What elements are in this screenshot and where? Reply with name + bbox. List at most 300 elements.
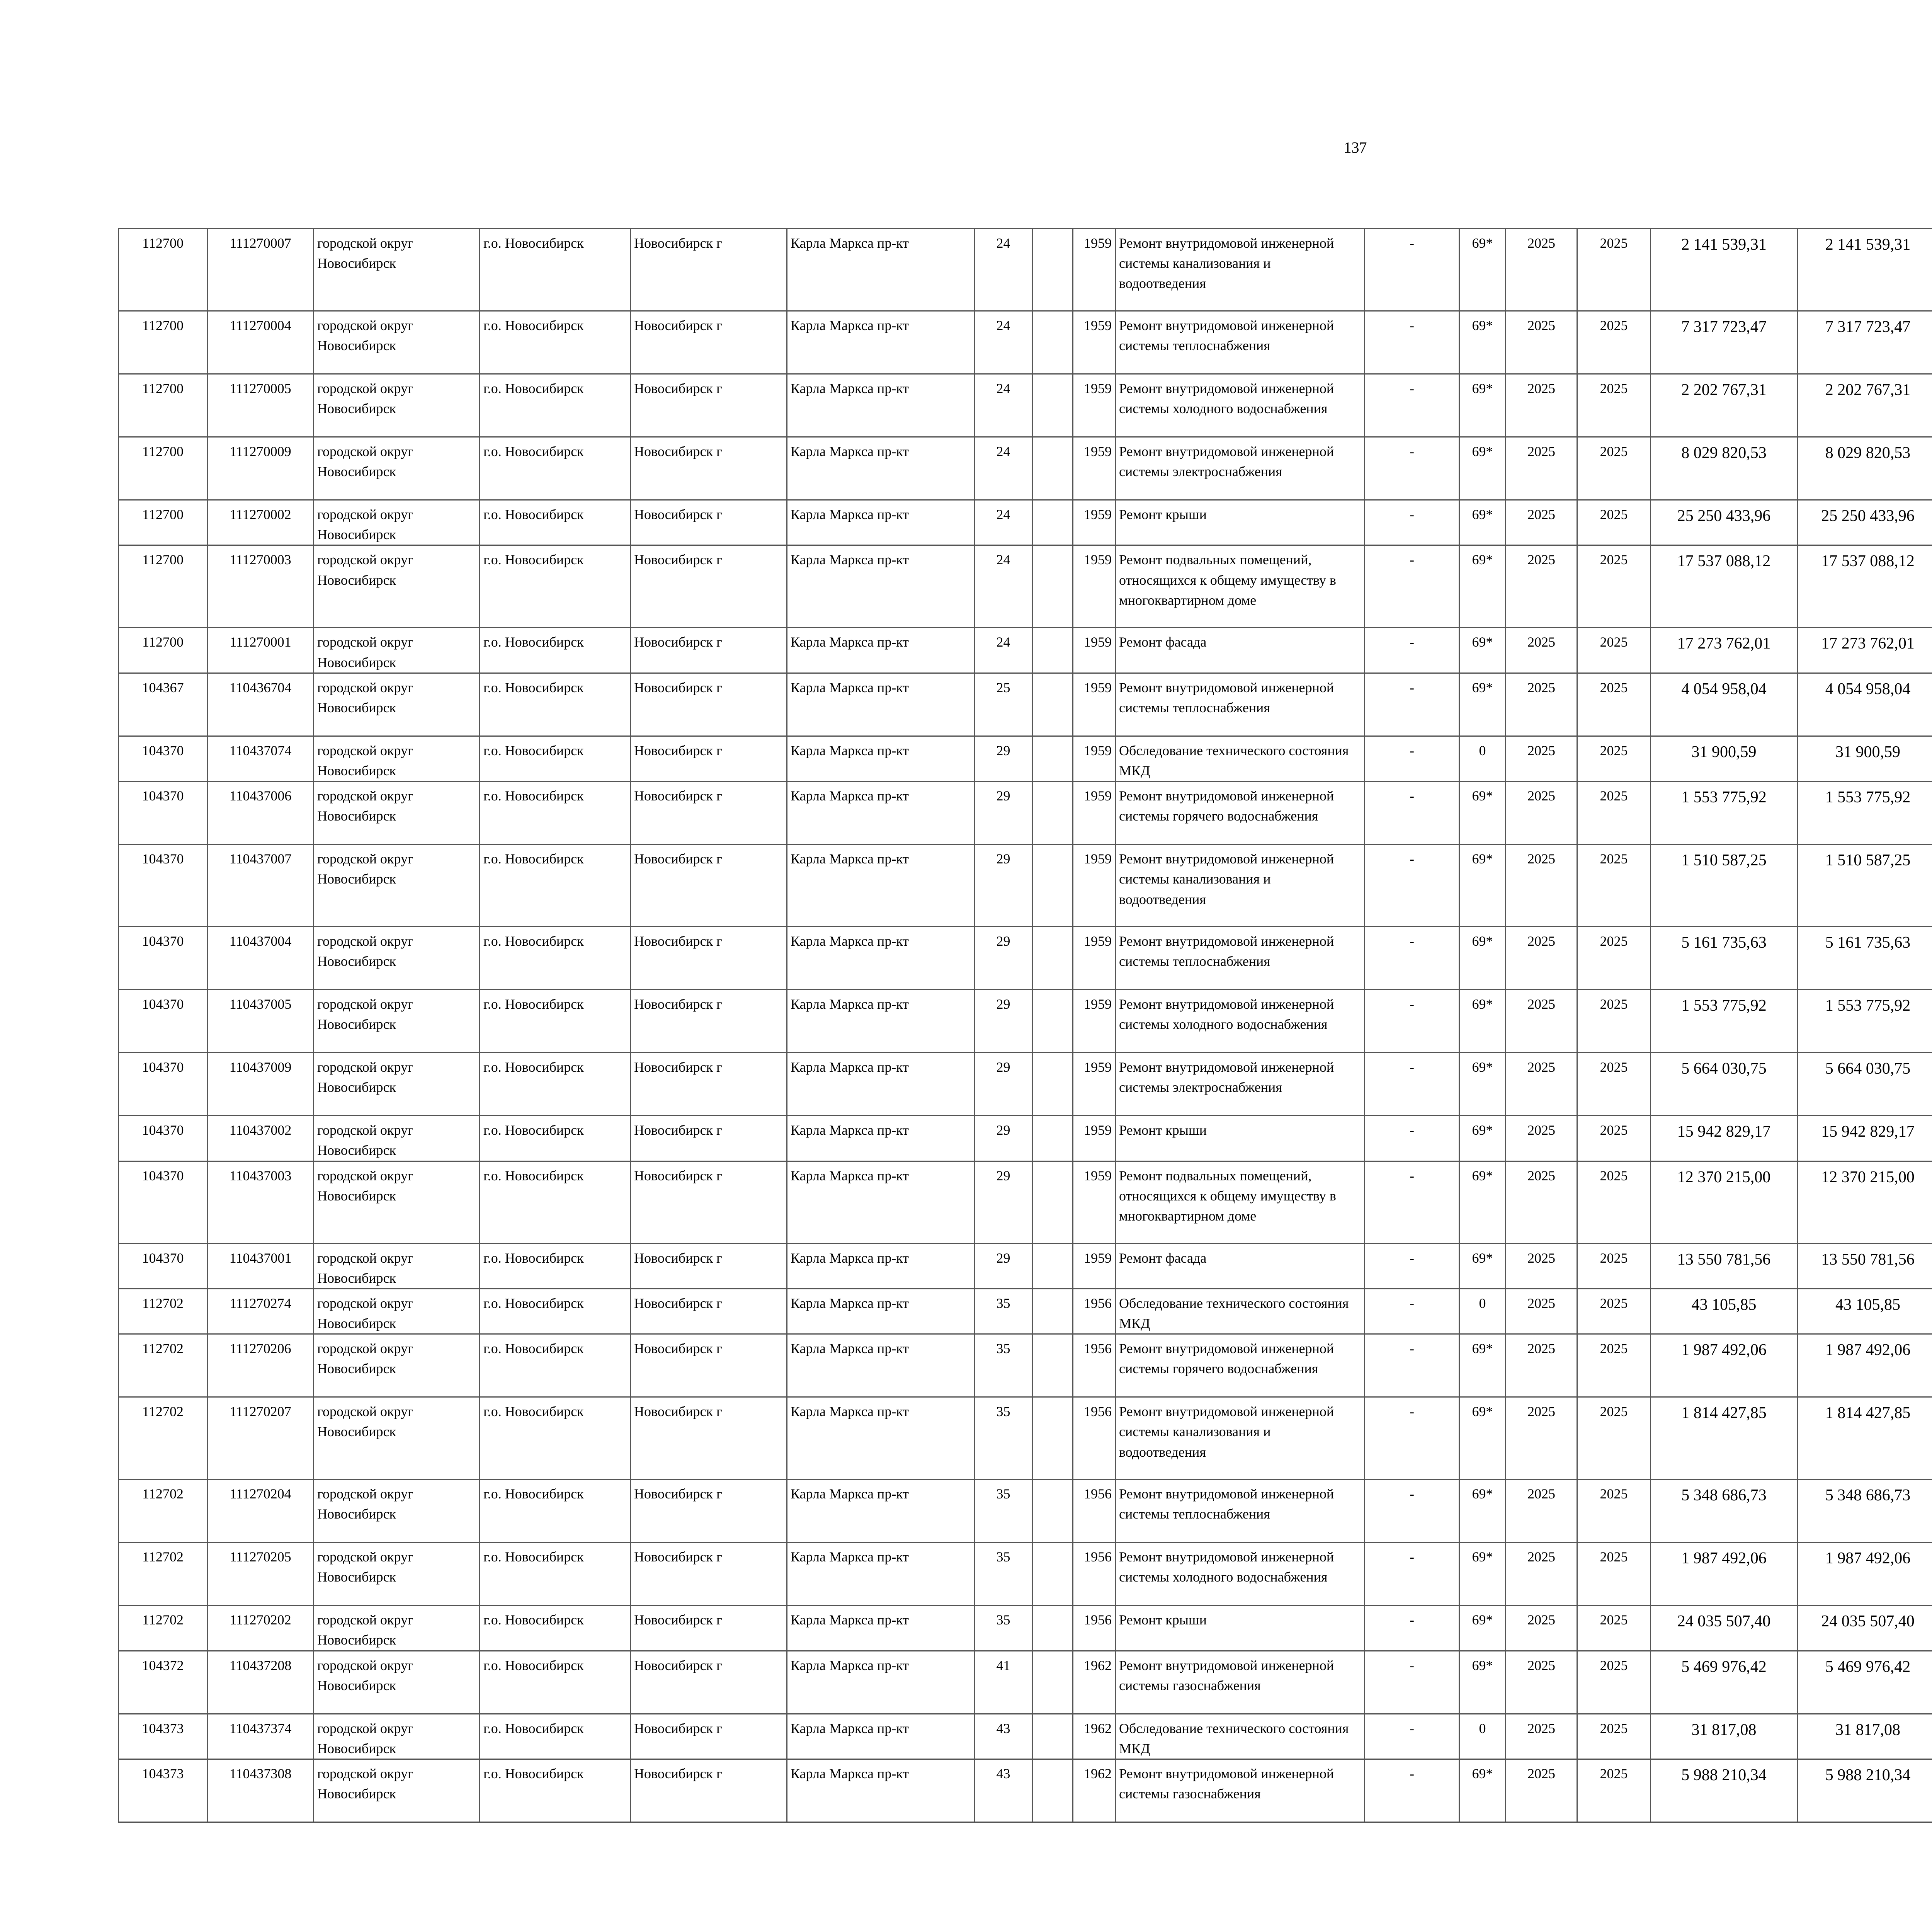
id-cell: 110437007 [207, 844, 314, 927]
house-cell: 24 [975, 229, 1032, 311]
district-cell: г.о. Новосибирск [480, 1116, 631, 1161]
fund-cost-cell: 1 510 587,25 [1798, 844, 1932, 927]
code2-cell: 69* [1459, 1605, 1506, 1651]
code2-cell: 69* [1459, 927, 1506, 990]
year-cell: 1956 [1073, 1605, 1116, 1651]
table-row [119, 545, 1932, 628]
year-start-cell: 2025 [1506, 500, 1577, 545]
building-cell [1032, 1289, 1073, 1334]
municipality-cell: городской округ Новосибирск [314, 1053, 480, 1116]
house-cell: 43 [975, 1714, 1032, 1759]
house-cell: 29 [975, 927, 1032, 990]
locality-cell: Новосибирск г [631, 1289, 787, 1334]
total-cost-cell: 13 550 781,56 [1651, 1243, 1798, 1289]
total-cost-cell: 8 029 820,53 [1651, 437, 1798, 500]
building-cell [1032, 1479, 1073, 1542]
street-cell: Карла Маркса пр-кт [787, 628, 975, 673]
dash-cell: - [1365, 736, 1459, 781]
year-cell: 1959 [1073, 673, 1116, 736]
year-end-cell: 2025 [1577, 990, 1651, 1053]
code-cell: 104370 [119, 927, 207, 990]
house-cell: 24 [975, 500, 1032, 545]
dash-cell: - [1365, 1479, 1459, 1542]
street-cell: Карла Маркса пр-кт [787, 1161, 975, 1243]
total-cost-cell: 15 942 829,17 [1651, 1116, 1798, 1161]
fund-cost-cell: 25 250 433,96 [1798, 500, 1932, 545]
code-cell: 112700 [119, 628, 207, 673]
code2-cell: 69* [1459, 673, 1506, 736]
house-cell: 35 [975, 1334, 1032, 1397]
dash-cell: - [1365, 1116, 1459, 1161]
locality-cell: Новосибирск г [631, 1397, 787, 1479]
code-cell: 112702 [119, 1479, 207, 1542]
building-cell [1032, 628, 1073, 673]
year-cell: 1959 [1073, 736, 1116, 781]
year-start-cell: 2025 [1506, 1161, 1577, 1243]
fund-cost-cell: 2 202 767,31 [1798, 374, 1932, 437]
code2-cell: 69* [1459, 990, 1506, 1053]
year-start-cell: 2025 [1506, 1289, 1577, 1334]
district-cell: г.о. Новосибирск [480, 1289, 631, 1334]
year-start-cell: 2025 [1506, 229, 1577, 311]
table-row [119, 1397, 1932, 1479]
total-cost-cell: 1 814 427,85 [1651, 1397, 1798, 1479]
building-cell [1032, 673, 1073, 736]
id-cell: 111270205 [207, 1542, 314, 1605]
work-type-cell: Ремонт внутридомовой инженерной системы канализования и водоотведения [1116, 229, 1365, 311]
locality-cell: Новосибирск г [631, 927, 787, 990]
street-cell: Карла Маркса пр-кт [787, 437, 975, 500]
year-end-cell: 2025 [1577, 1243, 1651, 1289]
street-cell: Карла Маркса пр-кт [787, 1334, 975, 1397]
id-cell: 110437005 [207, 990, 314, 1053]
street-cell: Карла Маркса пр-кт [787, 1053, 975, 1116]
id-cell: 110437308 [207, 1759, 314, 1822]
code-cell: 112702 [119, 1605, 207, 1651]
municipality-cell: городской округ Новосибирск [314, 1289, 480, 1334]
total-cost-cell: 25 250 433,96 [1651, 500, 1798, 545]
total-cost-cell: 2 141 539,31 [1651, 229, 1798, 311]
code2-cell: 69* [1459, 1759, 1506, 1822]
work-type-cell: Ремонт внутридомовой инженерной системы канализования и водоотведения [1116, 844, 1365, 927]
table-row [119, 1243, 1932, 1289]
code-cell: 112700 [119, 311, 207, 374]
municipality-cell: городской округ Новосибирск [314, 628, 480, 673]
year-cell: 1962 [1073, 1759, 1116, 1822]
table-row [119, 1651, 1932, 1714]
fund-cost-cell: 8 029 820,53 [1798, 437, 1932, 500]
street-cell: Карла Маркса пр-кт [787, 1605, 975, 1651]
street-cell: Карла Маркса пр-кт [787, 311, 975, 374]
municipality-cell: городской округ Новосибирск [314, 927, 480, 990]
table-body [119, 229, 1932, 1822]
year-start-cell: 2025 [1506, 1651, 1577, 1714]
dash-cell: - [1365, 1542, 1459, 1605]
dash-cell: - [1365, 545, 1459, 628]
house-cell: 29 [975, 1053, 1032, 1116]
code2-cell: 69* [1459, 1479, 1506, 1542]
house-cell: 35 [975, 1479, 1032, 1542]
total-cost-cell: 5 469 976,42 [1651, 1651, 1798, 1714]
year-cell: 1962 [1073, 1651, 1116, 1714]
code2-cell: 69* [1459, 1243, 1506, 1289]
code-cell: 112700 [119, 437, 207, 500]
building-cell [1032, 736, 1073, 781]
municipality-cell: городской округ Новосибирск [314, 1397, 480, 1479]
year-start-cell: 2025 [1506, 1397, 1577, 1479]
house-cell: 24 [975, 545, 1032, 628]
table-row [119, 1542, 1932, 1605]
code2-cell: 0 [1459, 1289, 1506, 1334]
year-cell: 1956 [1073, 1289, 1116, 1334]
id-cell: 110437009 [207, 1053, 314, 1116]
year-cell: 1959 [1073, 990, 1116, 1053]
locality-cell: Новосибирск г [631, 673, 787, 736]
id-cell: 111270002 [207, 500, 314, 545]
work-type-cell: Ремонт внутридомовой инженерной системы канализования и водоотведения [1116, 1397, 1365, 1479]
work-type-cell: Ремонт внутридомовой инженерной системы холодного водоснабжения [1116, 990, 1365, 1053]
year-end-cell: 2025 [1577, 545, 1651, 628]
id-cell: 111270005 [207, 374, 314, 437]
year-start-cell: 2025 [1506, 1053, 1577, 1116]
fund-cost-cell: 5 664 030,75 [1798, 1053, 1932, 1116]
fund-cost-cell: 5 988 210,34 [1798, 1759, 1932, 1822]
dash-cell: - [1365, 844, 1459, 927]
work-type-cell: Ремонт подвальных помещений, относящихся к общему имуществу в многоквартирном доме [1116, 545, 1365, 628]
year-cell: 1959 [1073, 1161, 1116, 1243]
capital-repair-table [118, 228, 1932, 1823]
year-start-cell: 2025 [1506, 673, 1577, 736]
street-cell: Карла Маркса пр-кт [787, 1542, 975, 1605]
year-end-cell: 2025 [1577, 1161, 1651, 1243]
district-cell: г.о. Новосибирск [480, 990, 631, 1053]
house-cell: 25 [975, 673, 1032, 736]
year-start-cell: 2025 [1506, 927, 1577, 990]
total-cost-cell: 5 348 686,73 [1651, 1479, 1798, 1542]
year-end-cell: 2025 [1577, 1759, 1651, 1822]
district-cell: г.о. Новосибирск [480, 781, 631, 844]
street-cell: Карла Маркса пр-кт [787, 545, 975, 628]
street-cell: Карла Маркса пр-кт [787, 1289, 975, 1334]
code2-cell: 69* [1459, 229, 1506, 311]
building-cell [1032, 1116, 1073, 1161]
total-cost-cell: 43 105,85 [1651, 1289, 1798, 1334]
year-end-cell: 2025 [1577, 500, 1651, 545]
locality-cell: Новосибирск г [631, 311, 787, 374]
building-cell [1032, 1651, 1073, 1714]
house-cell: 35 [975, 1397, 1032, 1479]
locality-cell: Новосибирск г [631, 1161, 787, 1243]
fund-cost-cell: 1 553 775,92 [1798, 990, 1932, 1053]
id-cell: 110437003 [207, 1161, 314, 1243]
id-cell: 111270206 [207, 1334, 314, 1397]
year-cell: 1959 [1073, 500, 1116, 545]
street-cell: Карла Маркса пр-кт [787, 736, 975, 781]
total-cost-cell: 1 987 492,06 [1651, 1542, 1798, 1605]
code2-cell: 0 [1459, 736, 1506, 781]
table-row [119, 1605, 1932, 1651]
street-cell: Карла Маркса пр-кт [787, 1759, 975, 1822]
work-type-cell: Ремонт крыши [1116, 1605, 1365, 1651]
code2-cell: 69* [1459, 545, 1506, 628]
locality-cell: Новосибирск г [631, 781, 787, 844]
dash-cell: - [1365, 1289, 1459, 1334]
year-start-cell: 2025 [1506, 1714, 1577, 1759]
building-cell [1032, 545, 1073, 628]
municipality-cell: городской округ Новосибирск [314, 673, 480, 736]
municipality-cell: городской округ Новосибирск [314, 1161, 480, 1243]
fund-cost-cell: 2 141 539,31 [1798, 229, 1932, 311]
municipality-cell: городской округ Новосибирск [314, 437, 480, 500]
fund-cost-cell: 12 370 215,00 [1798, 1161, 1932, 1243]
table-row [119, 1053, 1932, 1116]
municipality-cell: городской округ Новосибирск [314, 1479, 480, 1542]
district-cell: г.о. Новосибирск [480, 1605, 631, 1651]
work-type-cell: Ремонт внутридомовой инженерной системы холодного водоснабжения [1116, 374, 1365, 437]
code2-cell: 69* [1459, 844, 1506, 927]
year-cell: 1956 [1073, 1397, 1116, 1479]
table-row [119, 1714, 1932, 1759]
district-cell: г.о. Новосибирск [480, 437, 631, 500]
year-end-cell: 2025 [1577, 736, 1651, 781]
year-start-cell: 2025 [1506, 1542, 1577, 1605]
dash-cell: - [1365, 1334, 1459, 1397]
street-cell: Карла Маркса пр-кт [787, 1243, 975, 1289]
building-cell [1032, 229, 1073, 311]
work-type-cell: Ремонт крыши [1116, 1116, 1365, 1161]
code2-cell: 69* [1459, 1053, 1506, 1116]
code2-cell: 69* [1459, 500, 1506, 545]
id-cell: 110437374 [207, 1714, 314, 1759]
code-cell: 112700 [119, 500, 207, 545]
work-type-cell: Ремонт внутридомовой инженерной системы холодного водоснабжения [1116, 1542, 1365, 1605]
year-end-cell: 2025 [1577, 1116, 1651, 1161]
locality-cell: Новосибирск г [631, 1605, 787, 1651]
house-cell: 29 [975, 736, 1032, 781]
code2-cell: 69* [1459, 311, 1506, 374]
year-cell: 1956 [1073, 1334, 1116, 1397]
work-type-cell: Ремонт внутридомовой инженерной системы теплоснабжения [1116, 927, 1365, 990]
district-cell: г.о. Новосибирск [480, 311, 631, 374]
table-row [119, 1289, 1932, 1334]
year-end-cell: 2025 [1577, 1053, 1651, 1116]
code2-cell: 69* [1459, 1651, 1506, 1714]
house-cell: 29 [975, 1116, 1032, 1161]
code2-cell: 69* [1459, 781, 1506, 844]
code-cell: 112702 [119, 1289, 207, 1334]
year-cell: 1959 [1073, 628, 1116, 673]
house-cell: 24 [975, 311, 1032, 374]
total-cost-cell: 31 900,59 [1651, 736, 1798, 781]
district-cell: г.о. Новосибирск [480, 545, 631, 628]
municipality-cell: городской округ Новосибирск [314, 1334, 480, 1397]
year-end-cell: 2025 [1577, 844, 1651, 927]
municipality-cell: городской округ Новосибирск [314, 781, 480, 844]
municipality-cell: городской округ Новосибирск [314, 1759, 480, 1822]
district-cell: г.о. Новосибирск [480, 1053, 631, 1116]
municipality-cell: городской округ Новосибирск [314, 844, 480, 927]
code-cell: 112702 [119, 1542, 207, 1605]
year-cell: 1959 [1073, 311, 1116, 374]
work-type-cell: Обследование технического состояния МКД [1116, 736, 1365, 781]
house-cell: 24 [975, 437, 1032, 500]
year-end-cell: 2025 [1577, 311, 1651, 374]
building-cell [1032, 1714, 1073, 1759]
district-cell: г.о. Новосибирск [480, 628, 631, 673]
id-cell: 110436704 [207, 673, 314, 736]
building-cell [1032, 437, 1073, 500]
district-cell: г.о. Новосибирск [480, 927, 631, 990]
code-cell: 112702 [119, 1334, 207, 1397]
code2-cell: 69* [1459, 1397, 1506, 1479]
year-cell: 1959 [1073, 1243, 1116, 1289]
total-cost-cell: 17 537 088,12 [1651, 545, 1798, 628]
id-cell: 111270009 [207, 437, 314, 500]
code-cell: 104367 [119, 673, 207, 736]
locality-cell: Новосибирск г [631, 1116, 787, 1161]
dash-cell: - [1365, 781, 1459, 844]
locality-cell: Новосибирск г [631, 1759, 787, 1822]
work-type-cell: Ремонт внутридомовой инженерной системы теплоснабжения [1116, 1479, 1365, 1542]
locality-cell: Новосибирск г [631, 1243, 787, 1289]
building-cell [1032, 311, 1073, 374]
table-row [119, 927, 1932, 990]
year-start-cell: 2025 [1506, 374, 1577, 437]
id-cell: 111270207 [207, 1397, 314, 1479]
table-row [119, 229, 1932, 311]
building-cell [1032, 1605, 1073, 1651]
fund-cost-cell: 1 987 492,06 [1798, 1334, 1932, 1397]
table-row [119, 1334, 1932, 1397]
locality-cell: Новосибирск г [631, 545, 787, 628]
street-cell: Карла Маркса пр-кт [787, 1397, 975, 1479]
locality-cell: Новосибирск г [631, 229, 787, 311]
fund-cost-cell: 5 161 735,63 [1798, 927, 1932, 990]
year-cell: 1959 [1073, 545, 1116, 628]
locality-cell: Новосибирск г [631, 990, 787, 1053]
table-row [119, 1759, 1932, 1822]
table-row [119, 736, 1932, 781]
building-cell [1032, 844, 1073, 927]
house-cell: 43 [975, 1759, 1032, 1822]
dash-cell: - [1365, 229, 1459, 311]
year-cell: 1962 [1073, 1714, 1116, 1759]
municipality-cell: городской округ Новосибирск [314, 545, 480, 628]
year-cell: 1956 [1073, 1479, 1116, 1542]
year-start-cell: 2025 [1506, 844, 1577, 927]
work-type-cell: Обследование технического состояния МКД [1116, 1289, 1365, 1334]
building-cell [1032, 1161, 1073, 1243]
dash-cell: - [1365, 1053, 1459, 1116]
dash-cell: - [1365, 927, 1459, 990]
fund-cost-cell: 4 054 958,04 [1798, 673, 1932, 736]
municipality-cell: городской округ Новосибирск [314, 736, 480, 781]
dash-cell: - [1365, 374, 1459, 437]
work-type-cell: Ремонт внутридомовой инженерной системы газоснабжения [1116, 1759, 1365, 1822]
municipality-cell: городской округ Новосибирск [314, 374, 480, 437]
house-cell: 29 [975, 844, 1032, 927]
building-cell [1032, 1243, 1073, 1289]
year-start-cell: 2025 [1506, 736, 1577, 781]
fund-cost-cell: 15 942 829,17 [1798, 1116, 1932, 1161]
year-cell: 1959 [1073, 1116, 1116, 1161]
total-cost-cell: 4 054 958,04 [1651, 673, 1798, 736]
code2-cell: 69* [1459, 1116, 1506, 1161]
building-cell [1032, 1334, 1073, 1397]
code-cell: 104370 [119, 1161, 207, 1243]
code-cell: 104372 [119, 1651, 207, 1714]
locality-cell: Новосибирск г [631, 437, 787, 500]
dash-cell: - [1365, 1605, 1459, 1651]
fund-cost-cell: 17 537 088,12 [1798, 545, 1932, 628]
total-cost-cell: 12 370 215,00 [1651, 1161, 1798, 1243]
work-type-cell: Ремонт подвальных помещений, относящихся к общему имуществу в многоквартирном доме [1116, 1161, 1365, 1243]
id-cell: 110437074 [207, 736, 314, 781]
year-end-cell: 2025 [1577, 229, 1651, 311]
locality-cell: Новосибирск г [631, 1714, 787, 1759]
year-end-cell: 2025 [1577, 1289, 1651, 1334]
building-cell [1032, 1397, 1073, 1479]
year-end-cell: 2025 [1577, 1542, 1651, 1605]
fund-cost-cell: 1 814 427,85 [1798, 1397, 1932, 1479]
district-cell: г.о. Новосибирск [480, 844, 631, 927]
code-cell: 104370 [119, 736, 207, 781]
year-start-cell: 2025 [1506, 1116, 1577, 1161]
dash-cell: - [1365, 990, 1459, 1053]
code-cell: 112702 [119, 1397, 207, 1479]
street-cell: Карла Маркса пр-кт [787, 1651, 975, 1714]
year-end-cell: 2025 [1577, 673, 1651, 736]
house-cell: 24 [975, 374, 1032, 437]
table-row [119, 628, 1932, 673]
year-start-cell: 2025 [1506, 990, 1577, 1053]
id-cell: 111270003 [207, 545, 314, 628]
building-cell [1032, 1759, 1073, 1822]
code-cell: 104370 [119, 1243, 207, 1289]
table-row [119, 1116, 1932, 1161]
work-type-cell: Ремонт внутридомовой инженерной системы электроснабжения [1116, 1053, 1365, 1116]
street-cell: Карла Маркса пр-кт [787, 229, 975, 311]
table-row [119, 844, 1932, 927]
table-row [119, 437, 1932, 500]
year-start-cell: 2025 [1506, 628, 1577, 673]
locality-cell: Новосибирск г [631, 628, 787, 673]
year-end-cell: 2025 [1577, 374, 1651, 437]
work-type-cell: Ремонт внутридомовой инженерной системы горячего водоснабжения [1116, 781, 1365, 844]
year-end-cell: 2025 [1577, 437, 1651, 500]
year-cell: 1959 [1073, 374, 1116, 437]
id-cell: 110437002 [207, 1116, 314, 1161]
code-cell: 104370 [119, 1053, 207, 1116]
id-cell: 110437006 [207, 781, 314, 844]
house-cell: 29 [975, 781, 1032, 844]
building-cell [1032, 1053, 1073, 1116]
locality-cell: Новосибирск г [631, 1651, 787, 1714]
year-cell: 1959 [1073, 844, 1116, 927]
year-cell: 1959 [1073, 437, 1116, 500]
municipality-cell: городской округ Новосибирск [314, 1243, 480, 1289]
work-type-cell: Ремонт внутридомовой инженерной системы газоснабжения [1116, 1651, 1365, 1714]
id-cell: 111270204 [207, 1479, 314, 1542]
dash-cell: - [1365, 311, 1459, 374]
district-cell: г.о. Новосибирск [480, 1714, 631, 1759]
district-cell: г.о. Новосибирск [480, 374, 631, 437]
table-row [119, 500, 1932, 545]
district-cell: г.о. Новосибирск [480, 1759, 631, 1822]
code2-cell: 69* [1459, 1542, 1506, 1605]
code2-cell: 69* [1459, 1161, 1506, 1243]
dash-cell: - [1365, 1714, 1459, 1759]
